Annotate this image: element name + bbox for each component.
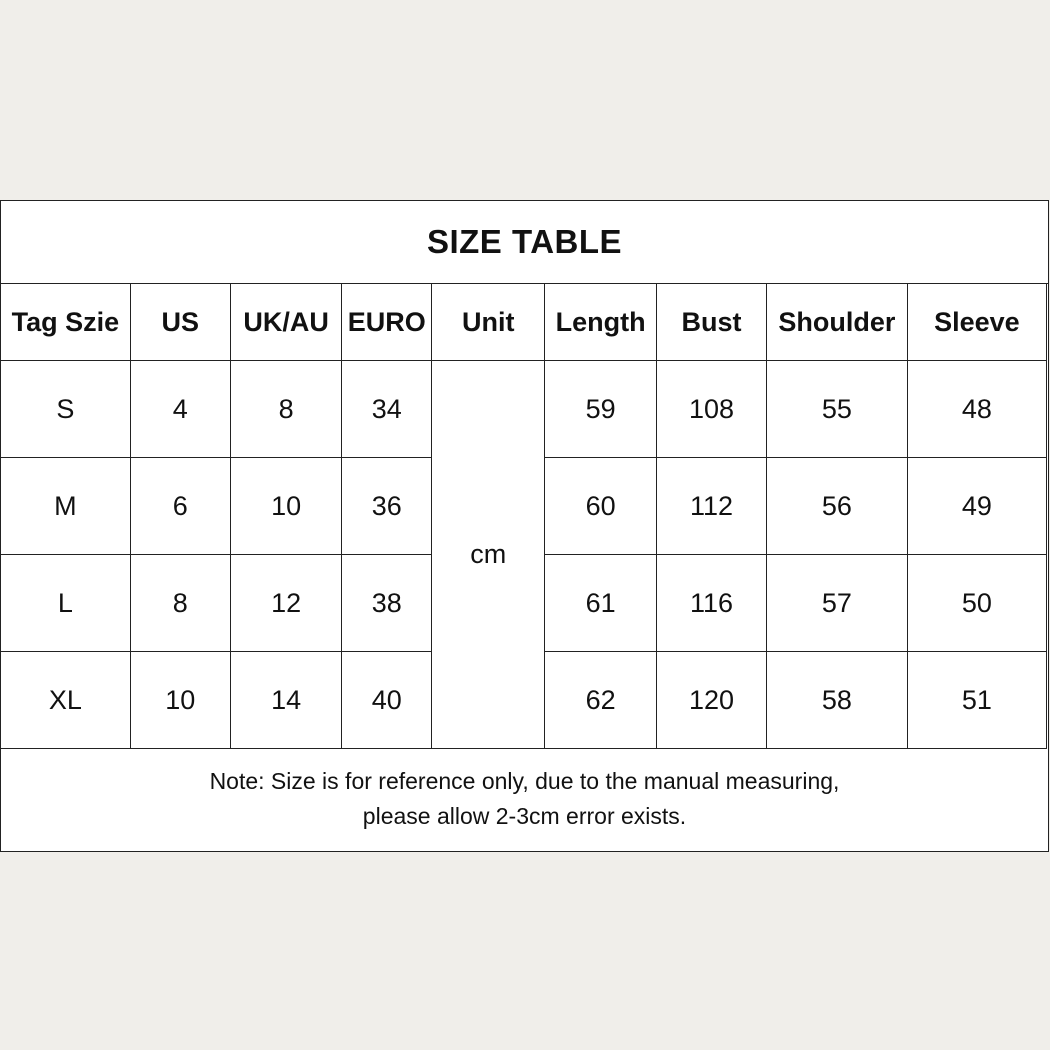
table-row — [1, 361, 1047, 458]
cell-uk-au: 12 — [230, 555, 342, 652]
header-unit: Unit — [432, 284, 545, 361]
cell-uk-au: 10 — [230, 458, 342, 555]
header-sleeve: Sleeve — [907, 284, 1046, 361]
cell-bust: 108 — [656, 361, 766, 458]
cell-length: 62 — [545, 652, 657, 749]
cell-sleeve: 50 — [907, 555, 1046, 652]
cell-shoulder: 56 — [767, 458, 908, 555]
cell-euro: 38 — [342, 555, 432, 652]
size-note — [1, 747, 1048, 851]
cell-shoulder: 58 — [767, 652, 908, 749]
cell-tag-size: M — [1, 458, 131, 555]
cell-euro: 40 — [342, 652, 432, 749]
cell-unit: cm — [432, 361, 545, 749]
header-us: US — [130, 284, 230, 361]
cell-euro: 34 — [342, 361, 432, 458]
cell-uk-au: 14 — [230, 652, 342, 749]
cell-us: 4 — [130, 361, 230, 458]
header-tag-size: Tag Szie — [1, 284, 131, 361]
cell-us: 8 — [130, 555, 230, 652]
cell-us: 6 — [130, 458, 230, 555]
note-line-2: please allow 2-3cm error exists. — [362, 803, 687, 829]
cell-length: 61 — [545, 555, 657, 652]
cell-bust: 116 — [656, 555, 766, 652]
header-euro: EURO — [342, 284, 432, 361]
cell-us: 10 — [130, 652, 230, 749]
header-uk-au: UK/AU — [230, 284, 342, 361]
note-line-1: Note: Size is for reference only, due to the manual measuring, — [209, 768, 840, 794]
cell-length: 59 — [545, 361, 657, 458]
header-length: Length — [545, 284, 657, 361]
cell-tag-size: L — [1, 555, 131, 652]
cell-sleeve: 51 — [907, 652, 1046, 749]
size-chart — [0, 200, 1049, 852]
cell-length: 60 — [545, 458, 657, 555]
cell-tag-size: XL — [1, 652, 131, 749]
cell-shoulder: 55 — [767, 361, 908, 458]
header-bust: Bust — [656, 284, 766, 361]
cell-euro: 36 — [342, 458, 432, 555]
chart-title: SIZE TABLE — [1, 201, 1048, 284]
header-shoulder: Shoulder — [767, 284, 908, 361]
cell-bust: 120 — [656, 652, 766, 749]
cell-bust: 112 — [656, 458, 766, 555]
header-row — [1, 284, 1047, 361]
cell-sleeve: 49 — [907, 458, 1046, 555]
cell-sleeve: 48 — [907, 361, 1046, 458]
cell-uk-au: 8 — [230, 361, 342, 458]
cell-shoulder: 57 — [767, 555, 908, 652]
size-table — [0, 283, 1047, 749]
cell-tag-size: S — [1, 361, 131, 458]
